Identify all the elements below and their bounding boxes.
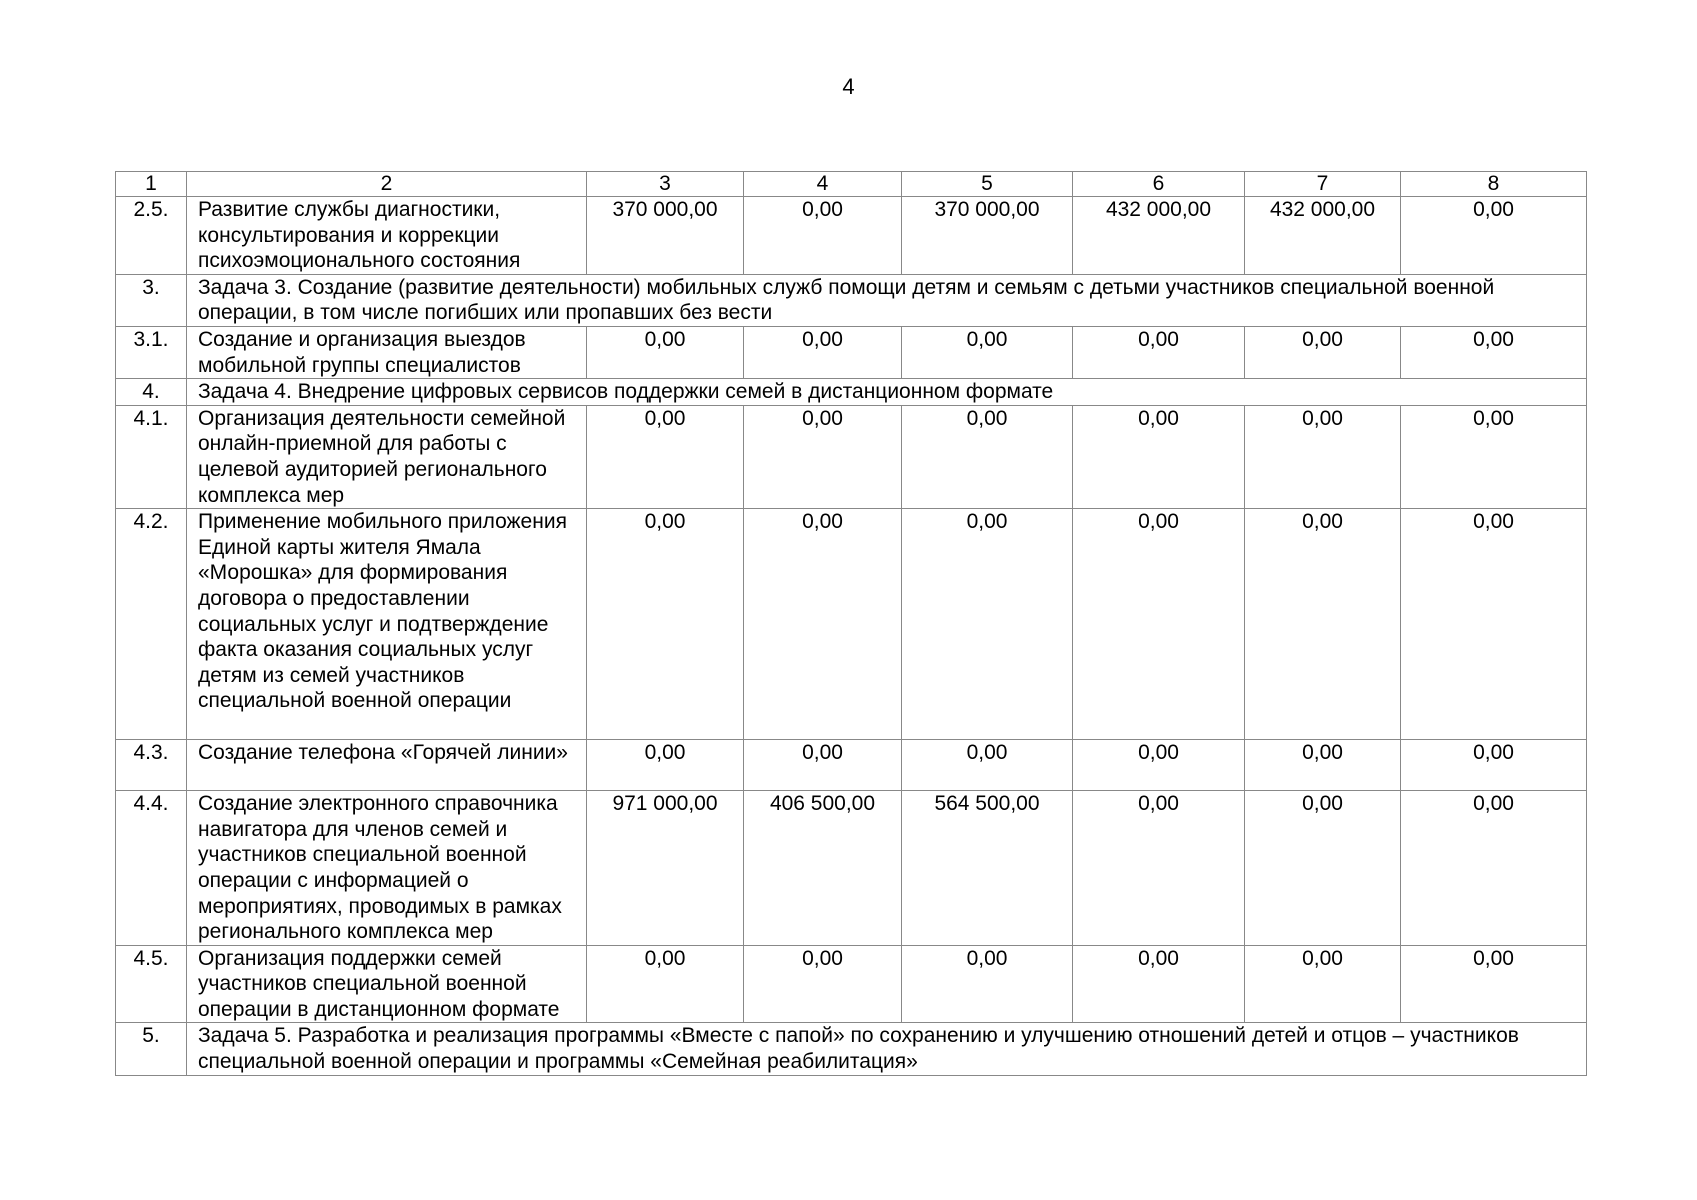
row-name: Применение мобильного приложения Единой карты жителя Ямала «Морошка» для формирования договора о предоставлении социальных услуг и подтверждение факта оказания социальных услуг детям из семей участников специальной военной операции [187, 509, 587, 740]
row-name: Создание и организация выездов мобильной группы специалистов [187, 326, 587, 378]
row-number: 4.2. [116, 509, 187, 740]
table-row [116, 197, 1587, 275]
table-row [116, 791, 1587, 946]
row-value: 0,00 [1073, 791, 1245, 946]
row-value: 0,00 [1073, 740, 1245, 791]
row-value: 0,00 [744, 945, 902, 1023]
header-cell: 6 [1073, 172, 1245, 197]
row-value: 0,00 [587, 509, 744, 740]
row-value: 0,00 [902, 326, 1073, 378]
row-value: 0,00 [1245, 945, 1401, 1023]
table-row [116, 740, 1587, 791]
row-value: 0,00 [902, 740, 1073, 791]
row-value: 0,00 [1401, 945, 1587, 1023]
header-cell: 4 [744, 172, 902, 197]
table-row [116, 945, 1587, 1023]
task-row [116, 1023, 1587, 1075]
header-cell: 8 [1401, 172, 1587, 197]
header-cell: 7 [1245, 172, 1401, 197]
row-value: 432 000,00 [1073, 197, 1245, 275]
row-value: 0,00 [902, 509, 1073, 740]
row-value: 971 000,00 [587, 791, 744, 946]
row-value: 0,00 [587, 945, 744, 1023]
row-value: 0,00 [1245, 791, 1401, 946]
header-cell: 1 [116, 172, 187, 197]
header-cell: 3 [587, 172, 744, 197]
row-value: 406 500,00 [744, 791, 902, 946]
row-value: 0,00 [744, 326, 902, 378]
task-text: Задача 5. Разработка и реализация программы «Вместе с папой» по сохранению и улучшению отношений детей и отцов – участников специальной военной операции и программы «Семейная реабилитация» [187, 1023, 1587, 1075]
row-name: Создание телефона «Горячей линии» [187, 740, 587, 791]
table-row [116, 405, 1587, 508]
row-name: Развитие службы диагностики, консультирования и коррекции психоэмоционального состояния [187, 197, 587, 275]
row-value: 0,00 [744, 740, 902, 791]
row-value: 0,00 [1401, 326, 1587, 378]
table-header-row [116, 172, 1587, 197]
row-value: 0,00 [1245, 326, 1401, 378]
header-cell: 5 [902, 172, 1073, 197]
row-number: 4.4. [116, 791, 187, 946]
row-name: Организация деятельности семейной онлайн-приемной для работы с целевой аудиторией регионального комплекса мер [187, 405, 587, 508]
row-number: 5. [116, 1023, 187, 1075]
row-value: 432 000,00 [1245, 197, 1401, 275]
row-number: 4.3. [116, 740, 187, 791]
row-value: 370 000,00 [587, 197, 744, 275]
row-value: 0,00 [1401, 509, 1587, 740]
row-value: 0,00 [744, 197, 902, 275]
row-number: 4.5. [116, 945, 187, 1023]
row-value: 370 000,00 [902, 197, 1073, 275]
row-value: 0,00 [587, 405, 744, 508]
row-value: 0,00 [902, 405, 1073, 508]
table-row [116, 509, 1587, 740]
row-value: 0,00 [587, 740, 744, 791]
row-value: 0,00 [1073, 326, 1245, 378]
task-text: Задача 3. Создание (развитие деятельности) мобильных служб помощи детям и семьям с детьми участников специальной военной операции, в том числе погибших или пропавших без вести [187, 274, 1587, 326]
row-value: 0,00 [1073, 405, 1245, 508]
row-name: Организация поддержки семей участников специальной военной операции в дистанционном формате [187, 945, 587, 1023]
task-row [116, 379, 1587, 406]
row-value: 0,00 [1245, 740, 1401, 791]
row-number: 3.1. [116, 326, 187, 378]
task-text: Задача 4. Внедрение цифровых сервисов поддержки семей в дистанционном формате [187, 379, 1587, 406]
page-number: 4 [842, 74, 855, 99]
row-value: 0,00 [1245, 405, 1401, 508]
row-value: 0,00 [1073, 509, 1245, 740]
row-value: 0,00 [1401, 405, 1587, 508]
header-cell: 2 [187, 172, 587, 197]
row-value: 0,00 [744, 405, 902, 508]
row-value: 0,00 [1073, 945, 1245, 1023]
task-row [116, 274, 1587, 326]
table-row [116, 326, 1587, 378]
row-number: 4.1. [116, 405, 187, 508]
row-value: 0,00 [1245, 509, 1401, 740]
row-number: 4. [116, 379, 187, 406]
budget-table [115, 171, 1587, 1076]
row-value: 0,00 [1401, 740, 1587, 791]
row-value: 0,00 [587, 326, 744, 378]
row-value: 0,00 [1401, 791, 1587, 946]
row-value: 564 500,00 [902, 791, 1073, 946]
row-value: 0,00 [744, 509, 902, 740]
row-number: 3. [116, 274, 187, 326]
row-name: Создание электронного справочника навигатора для членов семей и участников специальной военной операции с информацией о мероприятиях, проводимых в рамках регионального комплекса мер [187, 791, 587, 946]
row-number: 2.5. [116, 197, 187, 275]
row-value: 0,00 [1401, 197, 1587, 275]
row-value: 0,00 [902, 945, 1073, 1023]
